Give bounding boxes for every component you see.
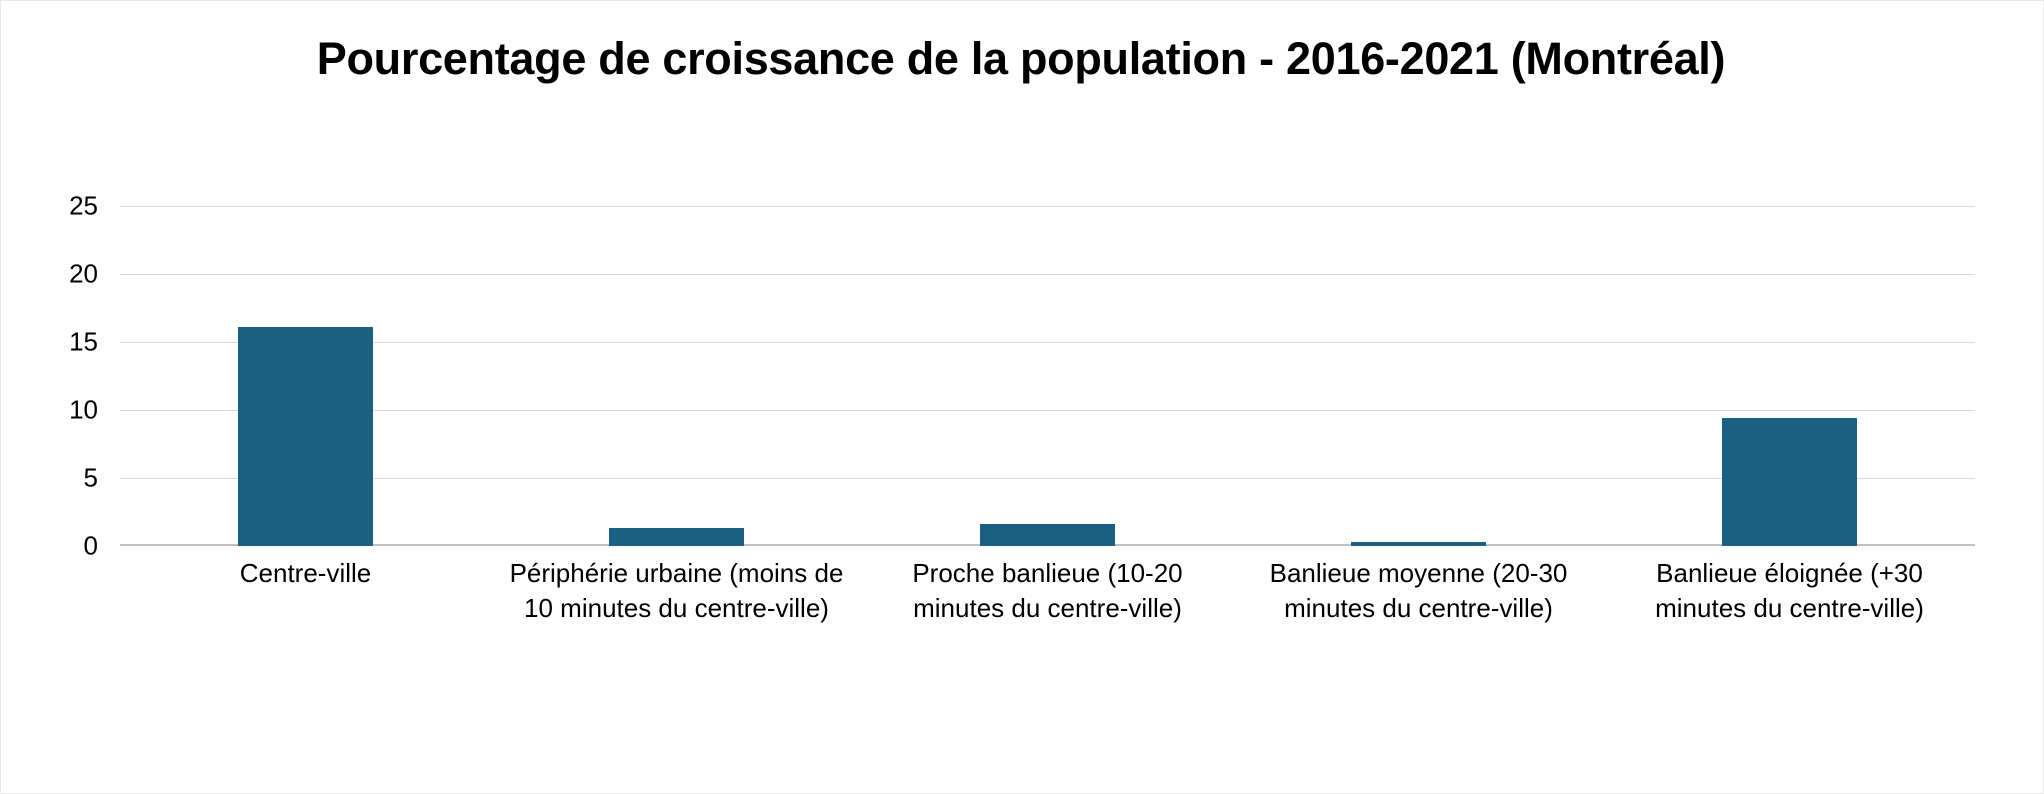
- y-tick-label-0: 0: [83, 530, 98, 561]
- bar-slot-proche-banlieue: [862, 206, 1233, 546]
- x-tick-label-proche-banlieue: Proche banlieue (10-20 minutes du centre-ville): [912, 558, 1183, 624]
- y-tick-label-15: 15: [69, 326, 98, 357]
- bar-slot-peripherie-urbaine: [491, 206, 862, 546]
- x-tick-label-peripherie-urbaine: Périphérie urbaine (moins de 10 minutes du centre-ville): [509, 558, 844, 624]
- x-axis-category-labels: [120, 556, 1975, 626]
- bar-peripherie-urbaine[interactable]: [609, 528, 744, 546]
- y-tick-label-25: 25: [69, 190, 98, 221]
- bar-banlieue-moyenne[interactable]: [1351, 542, 1486, 546]
- x-tick-label-banlieue-moyenne: Banlieue moyenne (20-30 minutes du centre-ville): [1269, 558, 1568, 624]
- y-axis-tick-labels: [28, 190, 98, 561]
- bar-centre-ville[interactable]: [238, 327, 373, 546]
- x-tick-label-centre-ville: Centre-ville: [239, 558, 372, 588]
- plot-area: [120, 206, 1975, 546]
- y-tick-label-20: 20: [69, 258, 98, 289]
- y-tick-label-5: 5: [83, 462, 98, 493]
- bar-banlieue-eloignee[interactable]: [1722, 418, 1857, 546]
- bar-proche-banlieue[interactable]: [980, 524, 1115, 546]
- bars-layer: [120, 206, 1975, 546]
- bar-slot-centre-ville: [120, 206, 491, 546]
- bar-slot-banlieue-moyenne: [1233, 206, 1604, 546]
- bar-slot-banlieue-eloignee: [1604, 206, 1975, 546]
- chart-title: Pourcentage de croissance de la population - 2016-2021 (Montréal): [316, 33, 1726, 84]
- y-tick-label-10: 10: [69, 394, 98, 425]
- x-tick-label-banlieue-eloignee: Banlieue éloignée (+30 minutes du centre-ville): [1655, 558, 1924, 624]
